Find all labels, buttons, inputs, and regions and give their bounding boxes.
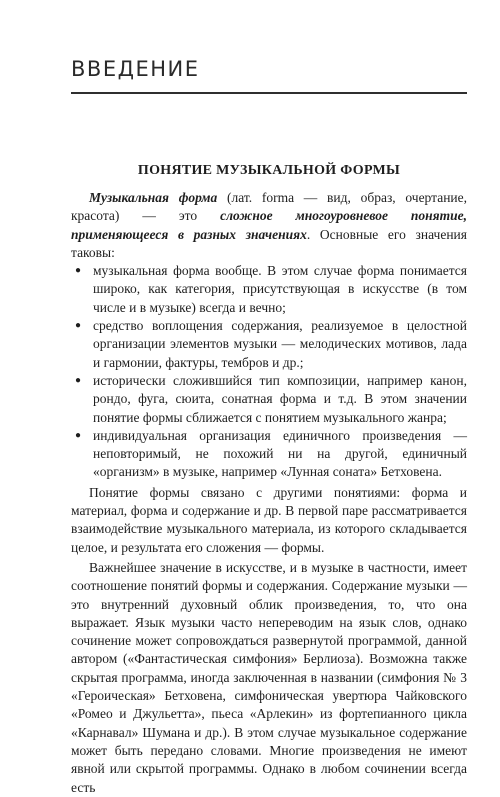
meanings-list (71, 262, 467, 482)
list-item: ● музыкальная форма вообще. В этом случае форма понимается широко, как категория, присутствующая в искусстве (в том числе и в музыке) всегда и вечно; (71, 262, 467, 317)
paragraph-form-content: Важнейшее значение в искусстве, и в музыке в частности, имеет соотношение понятий формы и содержания. Содержание музыки — это внутренний духовный облик произведения, то, что она выражает. Язык музыки часто непереводим на язык слов, однако сочинение может сопровождаться развернутой программой, данной автором («Фантастическая симфония» Берлиоза). Возможна также скрытая программа, иногда заключенная в названии (симфония № 3 «Героическая» Бетховена, симфоническая увертюра Чайковского «Ромео и Джульетта», пьеса «Арлекин» из фортепианного цикла «Карнавал» Шумана и др.). В этом случае музыкальное содержание может быть передано словами. Многие произведения не имеют явной или скрытой программы. Однако в любом сочинении всегда есть (71, 559, 467, 795)
term-emphasis: сложное многоуровневое понятие, применяющееся в разных значениях (71, 208, 467, 242)
header-rule (71, 92, 467, 94)
intro-text-2: . Основные его значения таковы: (71, 226, 467, 260)
intro-paragraph (71, 189, 467, 262)
intro-text-1: (лат. forma — вид, образ, очертание, красота) — это (71, 190, 468, 224)
chapter-header: ВВЕДЕНИЕ (71, 57, 200, 81)
list-item: ● индивидуальная организация единичного произведения — неповторимый, не похожий ни на другой, единичный «организм» в музыке, например «Лунная соната» Бетховена. (71, 427, 467, 482)
list-item: ● исторически сложившийся тип композиции, например канон, рондо, фуга, сюита, сонатная форма и т.д. В этом значении понятие формы сближается с понятием музыкального жанра; (71, 372, 467, 427)
term-definition: Музыкальная форма (89, 190, 218, 205)
paragraph-form-relations: Понятие формы связано с другими понятиями: форма и материал, форма и содержание и др. В первой паре рассматривается взаимодействие музыкального материала, из которого складывается целое, и результата его сложения — формы. (71, 484, 467, 555)
body-text (71, 189, 467, 797)
section-title: ПОНЯТИЕ МУЗЫКАЛЬНОЙ ФОРМЫ (137, 163, 401, 178)
list-item: ● средство воплощения содержания, реализуемое в целостной организации элементов музыки — мелодических мотивов, лада и гармонии, фактуры, тембров и др.; (71, 317, 467, 372)
